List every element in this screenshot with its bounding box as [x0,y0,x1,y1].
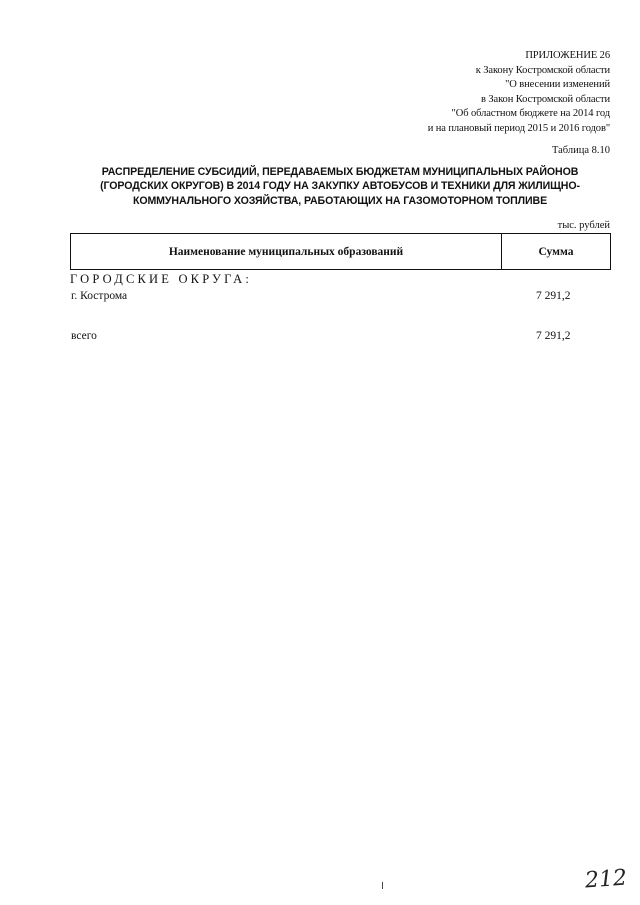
scan-mark [382,882,383,889]
section-heading: ГОРОДСКИЕ ОКРУГА: [70,272,253,286]
unit-label: тыс. рублей [557,220,610,231]
row-name: г. Кострома [71,290,128,302]
row-name: всего [71,330,97,342]
document-title [70,165,610,208]
row-value: 7 291,2 [536,330,571,342]
appendix-line: "Об областном бюджете на 2014 год [451,108,610,119]
appendix-line: к Закону Костромской области [475,64,610,76]
title-line: РАСПРЕДЕЛЕНИЕ СУБСИДИЙ, ПЕРЕДАВАЕМЫХ БЮДЖЕТАМ МУНИЦИПАЛЬНЫХ РАЙОНОВ [101,166,579,178]
table-header [70,233,611,270]
column-header-sum: Сумма [538,245,574,258]
title-line: КОММУНАЛЬНОГО ХОЗЯЙСТВА, РАБОТАЮЩИХ НА ГАЗОМОТОРНОМ ТОПЛИВЕ [132,194,548,207]
appendix-line: в Закон Костромской области [480,93,610,105]
appendix-line: ПРИЛОЖЕНИЕ 26 [525,50,610,61]
title-line: (ГОРОДСКИХ ОКРУГОВ) В 2014 ГОДУ НА ЗАКУПКУ АВТОБУСОВ И ТЕХНИКИ ДЛЯ ЖИЛИЩНО- [100,180,580,193]
table-number: Таблица 8.10 [551,145,610,156]
appendix-header [310,49,610,136]
appendix-line: и на плановый период 2015 и 2016 годов" [427,122,610,134]
column-header-name: Наименование муниципальных образований [71,234,502,269]
appendix-line: "О внесении изменений [505,79,610,90]
row-value: 7 291,2 [536,290,571,302]
handwritten-page-number: 212 [584,865,628,894]
